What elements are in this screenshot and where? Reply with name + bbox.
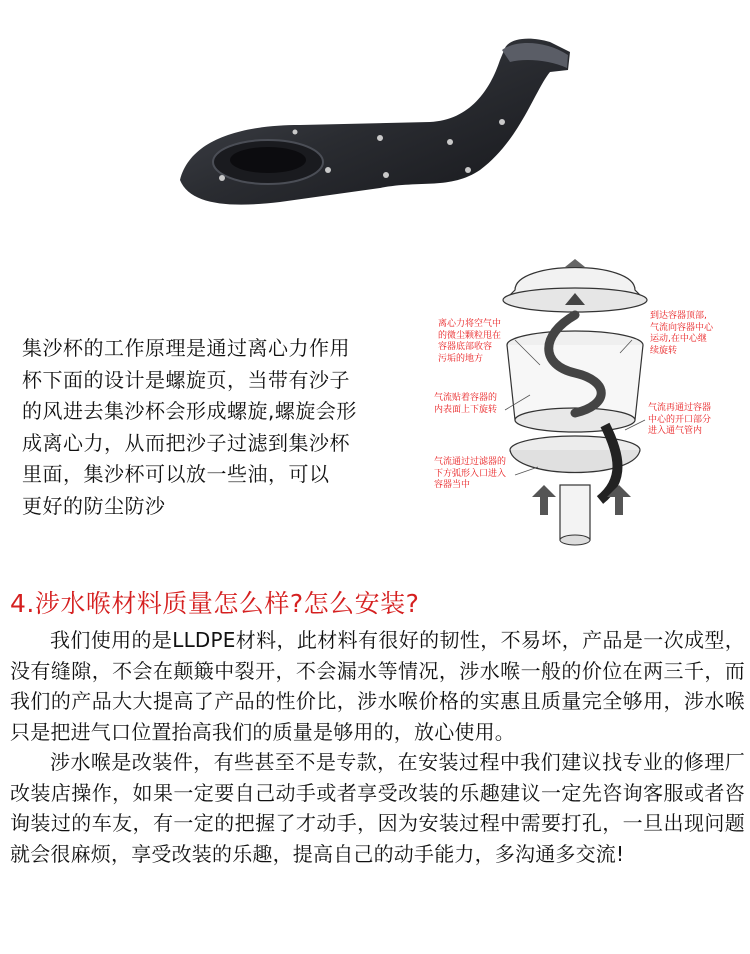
paragraph-installation: 涉水喉是改装件，有些甚至不是专款，在安装过程中我们建议找专业的修理厂改装店操作，如果一定要自己动手或者享受改装的乐趣建议一定先咨询客服或者咨询装过的车友，有一定的把握了才动手，因为安装过程中需要打孔，一旦出现问题就会很麻烦，享受改装的乐趣，提高自己的动手能力，多沟通多交流! [10, 750, 745, 866]
paragraph-material: 我们使用的是LLDPE材料，此材料有很好的韧性，不易坏，产品是一次成型，没有缝隙，不会在颠簸中裂开，不会漏水等情况，涉水喉一般的价位在两三千，而我们的产品大大提高了产品的性价比，涉水喉价格的实惠且质量完全够用，涉水喉只是把进气口位置抬高我们的质量是够用的，放心使用。 [10, 628, 745, 744]
section-body [10, 625, 745, 869]
diagram-label-top-flow: 到达容器顶部, 气流向容器中心 运动,在中心继 续旋转 [650, 311, 714, 356]
diagram-label-centrifugal: 离心力将空气中 的微尘颗粒甩在 容器底部收容 污垢的地方 [438, 319, 502, 364]
cyclone-diagram [420, 245, 740, 550]
diagram-label-center-outlet: 气流再通过容器 中心的开口部分 进入通气管内 [648, 403, 712, 436]
diagram-label-inner-rotation: 气流贴着容器的 内表面上下旋转 [434, 393, 498, 415]
snorkel-product-image [150, 30, 590, 220]
diagram-label-filter-inlet: 气流通过过滤器的 下方弧形入口进入 容器当中 [434, 457, 507, 490]
principle-text: 集沙杯的工作原理是通过离心力作用 杯下面的设计是螺旋页，当带有沙子 的风进去集沙杯会形成螺旋,螺旋会形 成离心力，从而把沙子过滤到集沙杯 里面，集沙杯可以放一些油，可以 更好的防尘防沙 [22, 336, 357, 518]
section-heading: 4.涉水喉材料质量怎么样?怎么安装? [10, 589, 420, 618]
